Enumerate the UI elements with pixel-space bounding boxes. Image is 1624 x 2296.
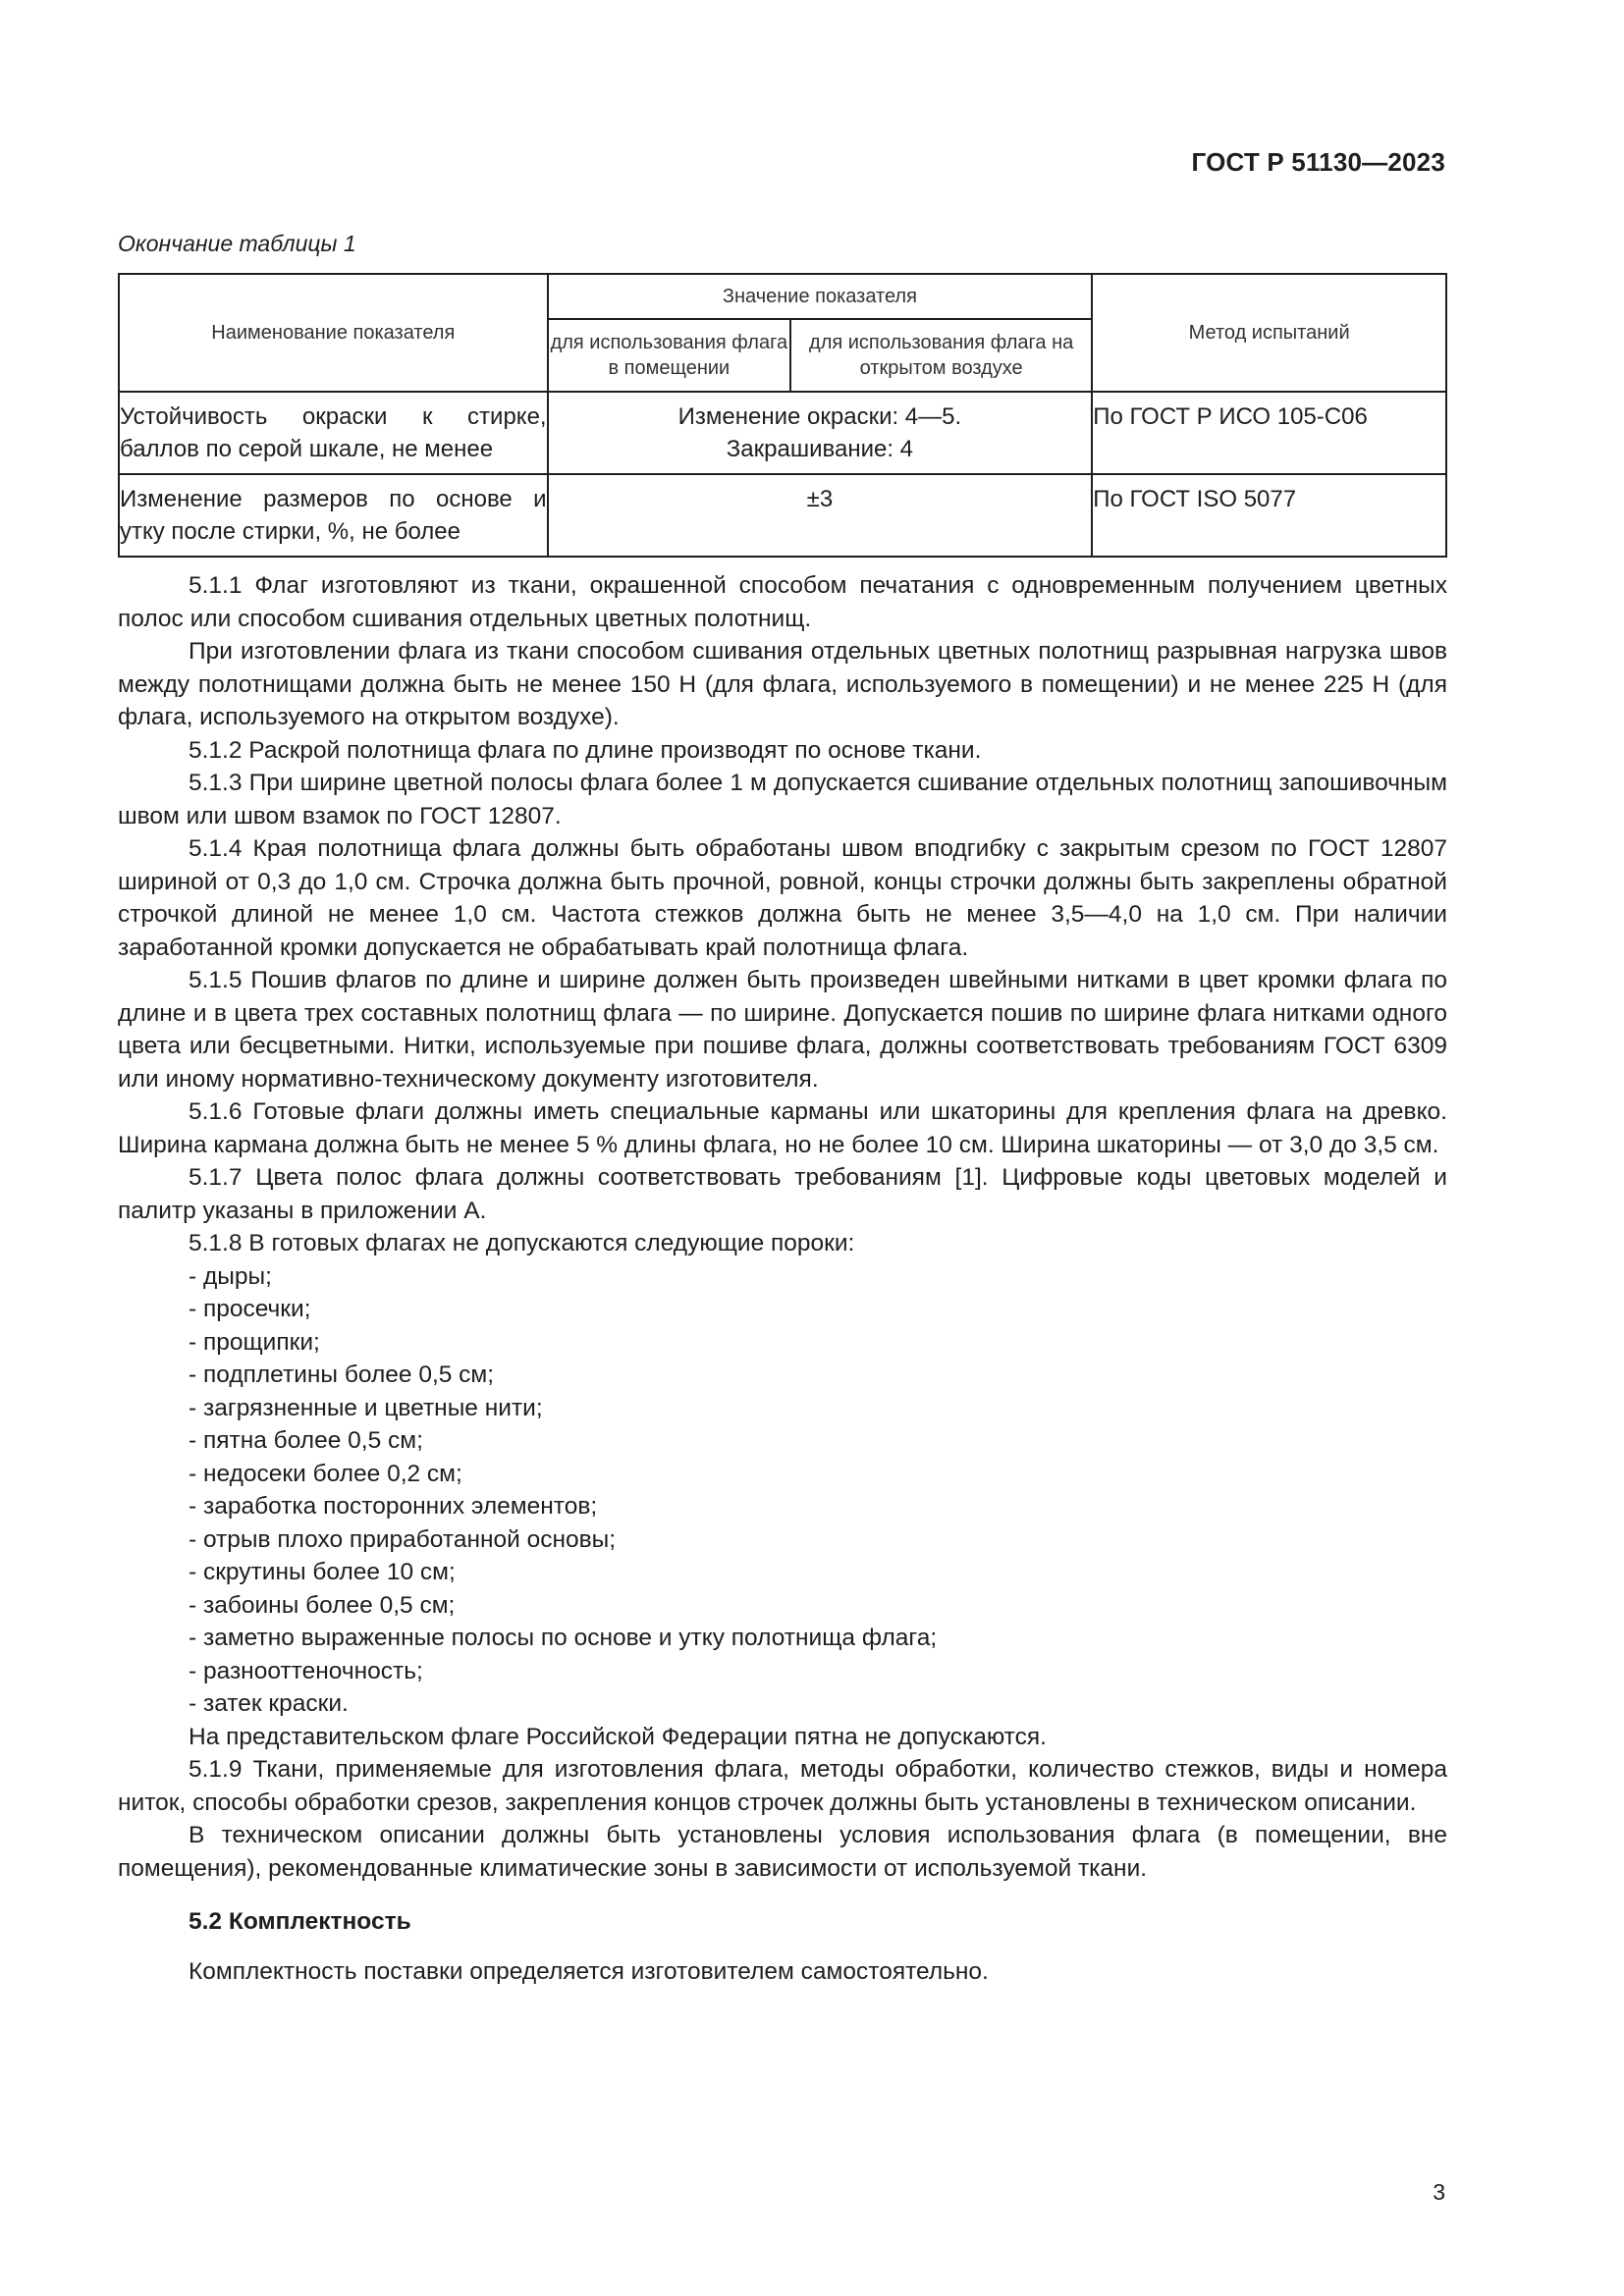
defects-list bbox=[118, 1260, 1447, 1721]
row-name-line: баллов по серой шкале, не менее bbox=[120, 436, 494, 462]
paragraph-5-1-8-note: На представительском флаге Российской Федерации пятна не допускаются. bbox=[189, 1723, 1047, 1750]
page-number: 3 bbox=[1433, 2179, 1445, 2205]
list-item: - разнооттеночность; bbox=[189, 1657, 423, 1684]
table-header-row bbox=[119, 274, 1446, 319]
spec-table bbox=[118, 273, 1447, 558]
header-method: Метод испытаний bbox=[1092, 274, 1446, 392]
list-item: - дыры; bbox=[189, 1262, 272, 1290]
row-name bbox=[119, 392, 548, 474]
document-code: ГОСТ Р 51130—2023 bbox=[1191, 147, 1445, 177]
paragraph-5-1-6: 5.1.6 Готовые флаги должны иметь специальные карманы или шкаторины для крепления флага на древко. Ширина кармана должна быть не менее 5 % длины флага, но не более 10 см. Ширина шкаторины — от 3,0 до 3,5 см. bbox=[118, 1098, 1447, 1158]
list-item: - забоины более 0,5 см; bbox=[189, 1591, 456, 1619]
row-name-line: утку после стирки, %, не более bbox=[120, 518, 460, 545]
table-row bbox=[119, 392, 1446, 474]
header-name: Наименование показателя bbox=[119, 274, 548, 392]
row-name-line: Устойчивость окраски к стирке, bbox=[120, 403, 547, 430]
row-name-line: Изменение размеров по основе и bbox=[120, 486, 547, 512]
paragraph-5-1-9: 5.1.9 Ткани, применяемые для изготовления флага, методы обработки, количество стежков, виды и номера ниток, способы обработки срезов, закрепления концов строчек должны быть установлены в техническом описании. bbox=[118, 1756, 1447, 1816]
row-method: По ГОСТ Р ИСО 105-С06 bbox=[1092, 392, 1446, 474]
body-text bbox=[118, 569, 1447, 1989]
list-item: - прощипки; bbox=[189, 1328, 320, 1356]
list-item: - заметно выраженные полосы по основе и утку полотнища флага; bbox=[189, 1625, 938, 1651]
row-name bbox=[119, 474, 548, 557]
table-caption: Окончание таблицы 1 bbox=[118, 231, 356, 256]
list-item: - подплетины более 0,5 см; bbox=[189, 1362, 495, 1388]
paragraph-5-1-3: 5.1.3 При ширине цветной полосы флага более 1 м допускается сшивание отдельных полотнищ запошивочным швом или швом взамок по ГОСТ 12807. bbox=[118, 770, 1447, 829]
list-item: - заработка посторонних элементов; bbox=[189, 1493, 598, 1520]
paragraph-5-1-1-seams: При изготовлении флага из ткани способом сшивания отдельных цветных полотнищ разрывная нагрузка швов между полотнищами должна быть не менее 150 Н (для флага, используемого в помещении) и не менее 225 Н (для флага, используемого на открытом воздухе). bbox=[118, 638, 1447, 730]
list-item: - отрыв плохо приработанной основы; bbox=[189, 1525, 617, 1553]
paragraph-5-1-9-conditions: В техническом описании должны быть установлены условия использования флага (в помещении, вне помещения), рекомендованные климатические зоны в зависимости от используемой ткани. bbox=[118, 1822, 1447, 1882]
section-heading: 5.2 Комплектность bbox=[189, 1908, 411, 1935]
header-outdoor: для использования флага на открытом воздухе bbox=[790, 319, 1092, 392]
paragraph-5-1-1: 5.1.1 Флаг изготовляют из ткани, окрашенной способом печатания с одновременным получением цветных полос или способом сшивания отдельных цветных полотнищ. bbox=[118, 572, 1447, 632]
row-value-line: ±3 bbox=[806, 486, 834, 512]
list-item: - загрязненные и цветные нити; bbox=[189, 1394, 543, 1421]
table-row bbox=[119, 474, 1446, 557]
section-body: Комплектность поставки определяется изготовителем самостоятельно. bbox=[189, 1958, 989, 1985]
row-value bbox=[548, 392, 1093, 474]
paragraph-5-1-4: 5.1.4 Края полотнища флага должны быть обработаны швом вподгибку с закрытым срезом по ГОСТ 12807 шириной от 0,3 до 1,0 см. Строчка должна быть прочной, ровной, концы строчки должны быть закреплены обратной строчкой длиной не менее 1,0 см. Частота стежков должна быть не менее 3,5—4,0 на 1,0 см. При наличии заработанной кромки допускается не обрабатывать край полотнища флага. bbox=[118, 835, 1447, 961]
row-value-line: Закрашивание: 4 bbox=[726, 436, 914, 462]
header-indoor: для использования флага в помещении bbox=[548, 319, 790, 392]
paragraph-5-1-8: 5.1.8 В готовых флагах не допускаются следующие пороки: bbox=[189, 1230, 855, 1256]
list-item: - затек краски. bbox=[189, 1690, 349, 1717]
paragraph-5-1-7: 5.1.7 Цвета полос флага должны соответствовать требованиям [1]. Цифровые коды цветовых моделей и палитр указаны в приложении А. bbox=[118, 1164, 1447, 1224]
list-item: - просечки; bbox=[189, 1296, 311, 1322]
paragraph-5-1-2: 5.1.2 Раскрой полотнища флага по длине производят по основе ткани. bbox=[189, 736, 982, 764]
list-item: - скрутины более 10 см; bbox=[189, 1559, 456, 1585]
list-item: - недосеки более 0,2 см; bbox=[189, 1460, 462, 1487]
paragraph-5-1-5: 5.1.5 Пошив флагов по длине и ширине должен быть произведен швейными нитками в цвет кромки флага по длине и в цвета трех составных полотнищ флага — по ширине. Допускается пошив по ширине флага нитками одного цвета или бесцветными. Нитки, используемые при пошиве флага, должны соответствовать требованиям ГОСТ 6309 или иному нормативно-техническому документу изготовителя. bbox=[118, 967, 1447, 1093]
header-value-group: Значение показателя bbox=[548, 274, 1093, 319]
list-item: - пятна более 0,5 см; bbox=[189, 1427, 423, 1454]
row-method: По ГОСТ ISO 5077 bbox=[1092, 474, 1446, 557]
row-value bbox=[548, 474, 1093, 557]
row-value-line: Изменение окраски: 4—5. bbox=[677, 403, 962, 430]
